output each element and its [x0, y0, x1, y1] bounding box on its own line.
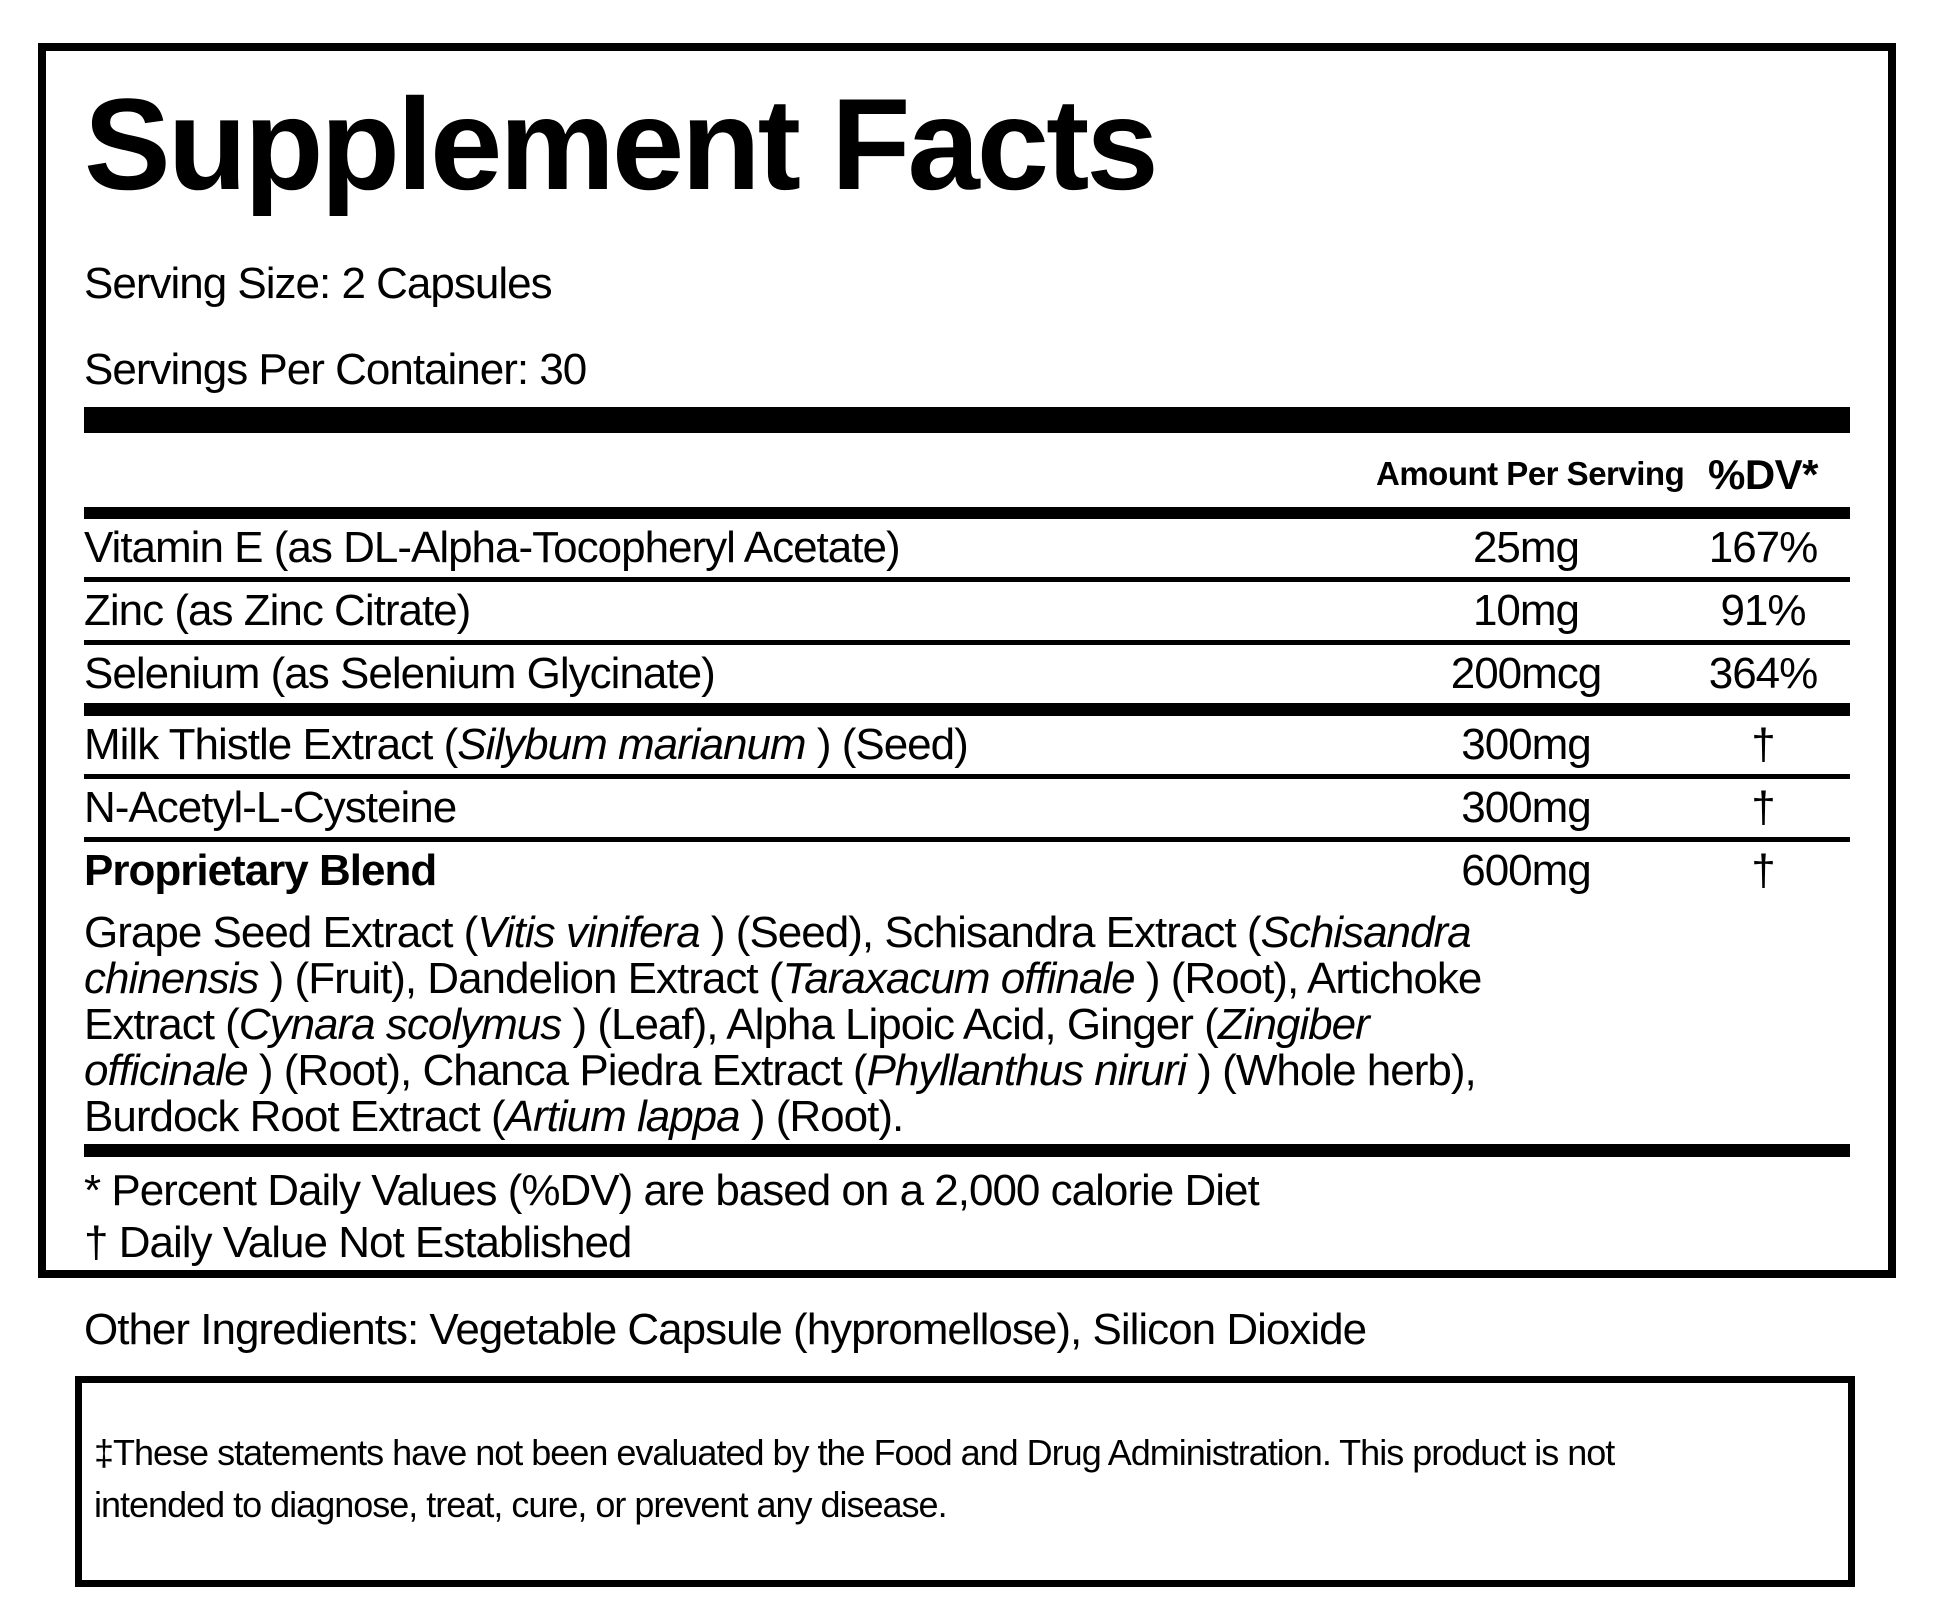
header-amount-per-serving: Amount Per Serving — [1376, 455, 1685, 492]
text-segment: ) (Seed), Schisandra Extract ( — [699, 908, 1261, 957]
text-segment: ) (Seed) — [805, 720, 968, 769]
supplement-facts-panel — [38, 43, 1896, 1278]
botanical-name: Taraxacum offinale — [782, 954, 1135, 1003]
text-segment: Proprietary Blend — [84, 846, 437, 895]
blend-description-line — [84, 1048, 1850, 1094]
row-ingredient-name — [84, 783, 1376, 833]
header-underline-bar — [84, 507, 1850, 519]
blend-description-line — [84, 956, 1850, 1002]
row-amount: 25mg — [1472, 523, 1580, 572]
table-row — [84, 582, 1850, 640]
botanical-name: Cynara scolymus — [238, 1000, 562, 1049]
table-row — [84, 779, 1850, 837]
botanical-name: Schisandra — [1260, 908, 1471, 957]
text-segment: ) (Fruit), Dandelion Extract ( — [258, 954, 783, 1003]
page-title: Supplement Facts — [84, 71, 1156, 217]
disclaimer-line-2: intended to diagnose, treat, cure, or prevent any disease. — [94, 1484, 947, 1525]
text-segment: Vitamin E (as DL-Alpha-Tocopheryl Acetate) — [84, 523, 900, 572]
row-amount: 10mg — [1472, 586, 1580, 635]
row-ingredient-name — [84, 720, 1376, 770]
blend-description-line — [84, 1094, 1850, 1140]
row-divider — [84, 703, 1850, 716]
row-percent-dv: † — [1751, 720, 1775, 769]
row-ingredient-name — [84, 523, 1376, 573]
fda-disclaimer-box — [75, 1376, 1855, 1587]
proprietary-blend-description — [84, 910, 1850, 1140]
botanical-name: Vitis vinifera — [477, 908, 700, 957]
text-segment: ) (Leaf), Alpha Lipoic Acid, Ginger ( — [561, 1000, 1218, 1049]
table-row — [84, 645, 1850, 703]
text-segment: Grape Seed Extract ( — [84, 908, 478, 957]
row-ingredient-name — [84, 649, 1376, 699]
disclaimer-line-1: ‡These statements have not been evaluated by the Food and Drug Administration. This product is not — [94, 1432, 1615, 1473]
table-row — [84, 842, 1850, 900]
footnote-separator-bar — [84, 1144, 1850, 1157]
row-percent-dv: 364% — [1708, 649, 1818, 698]
text-segment: Burdock Root Extract ( — [84, 1092, 505, 1141]
serving-size: Serving Size: 2 Capsules — [84, 259, 552, 308]
text-segment: Extract ( — [84, 1000, 239, 1049]
botanical-name: chinensis — [84, 954, 259, 1003]
botanical-name: Zingiber — [1217, 1000, 1369, 1049]
row-percent-dv: 167% — [1708, 523, 1818, 572]
row-ingredient-name — [84, 586, 1376, 636]
botanical-name: Silybum marianum — [457, 720, 806, 769]
text-segment: N-Acetyl-L-Cysteine — [84, 783, 457, 832]
blend-description-line — [84, 910, 1850, 956]
footnote-percent-dv: * Percent Daily Values (%DV) are based on a 2,000 calorie Diet — [84, 1166, 1259, 1215]
table-row — [84, 519, 1850, 577]
blend-description-line — [84, 1002, 1850, 1048]
row-percent-dv: 91% — [1720, 586, 1806, 635]
footnote-daily-value: † Daily Value Not Established — [84, 1218, 632, 1267]
table-header-row — [84, 451, 1850, 499]
row-percent-dv: † — [1751, 783, 1775, 832]
text-segment: Zinc (as Zinc Citrate) — [84, 586, 471, 635]
botanical-name: Phyllanthus niruri — [866, 1046, 1187, 1095]
table-row — [84, 716, 1850, 774]
row-amount: 600mg — [1461, 846, 1591, 895]
header-percent-dv: %DV* — [1707, 451, 1819, 498]
botanical-name: Artium lappa — [504, 1092, 740, 1141]
top-separator-bar — [84, 407, 1850, 433]
row-amount: 200mcg — [1450, 649, 1602, 698]
row-amount: 300mg — [1461, 783, 1591, 832]
text-segment: ) (Root), Chanca Piedra Extract ( — [247, 1046, 867, 1095]
servings-per-container: Servings Per Container: 30 — [84, 345, 587, 394]
nutrient-table — [84, 519, 1850, 900]
other-ingredients: Other Ingredients: Vegetable Capsule (hypromellose), Silicon Dioxide — [84, 1305, 1367, 1354]
row-amount: 300mg — [1461, 720, 1591, 769]
text-segment: ) (Root), Artichoke — [1134, 954, 1482, 1003]
text-segment: ) (Whole herb), — [1186, 1046, 1476, 1095]
text-segment: Selenium (as Selenium Glycinate) — [84, 649, 715, 698]
botanical-name: officinale — [84, 1046, 248, 1095]
row-ingredient-name — [84, 846, 1376, 896]
text-segment: Milk Thistle Extract ( — [84, 720, 458, 769]
text-segment: ) (Root). — [739, 1092, 904, 1141]
row-percent-dv: † — [1751, 846, 1775, 895]
